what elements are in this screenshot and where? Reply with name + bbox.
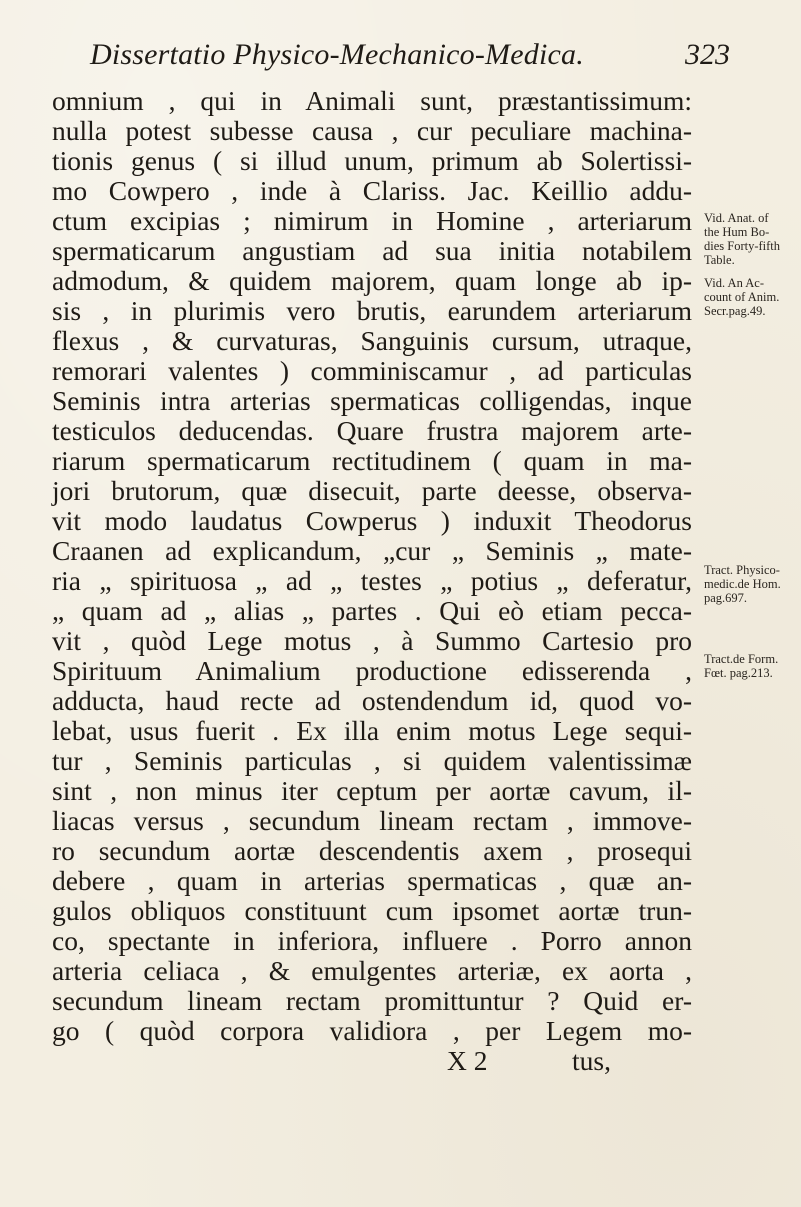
main-text-block (52, 86, 692, 1076)
margin-note-line: medic.de Hom. (704, 577, 781, 591)
text-line: tionis genus ( si illud unum, primum ab Solertissi- (52, 145, 692, 176)
margin-note-line: dies Forty-fifth (704, 239, 781, 253)
text-line: omnium , qui in Animali sunt, præstantissimum: (52, 85, 692, 116)
text-line: „ quam ad „ alias „ partes . Qui eò etiam pecca- (52, 595, 692, 626)
text-line: testiculos deducendas. Quare frustra majorem arte- (52, 415, 692, 446)
margin-note-line: Secr.pag.49. (704, 304, 766, 318)
text-line: arteria celiaca , & emulgentes arteriæ, ex aorta , (52, 955, 692, 986)
text-line: lebat, usus fuerit . Ex illa enim motus Lege sequi- (52, 715, 692, 746)
text-line: secundum lineam rectam promittuntur ? Quid er- (52, 985, 692, 1016)
text-line: debere , quam in arterias spermaticas , quæ an- (52, 865, 692, 896)
margin-note-line: Table. (704, 253, 735, 267)
text-line: ro secundum aortæ descendentis axem , prosequi (52, 835, 692, 866)
text-line: riarum spermaticarum rectitudinem ( quam in ma- (52, 445, 692, 476)
text-line: nulla potest subesse causa , cur peculiare machina- (52, 115, 692, 146)
text-line: ria „ spirituosa „ ad „ testes „ potius „ deferatur, (52, 565, 692, 596)
text-line: co, spectante in inferiora, influere . Porro annon (52, 925, 692, 956)
margin-note-line: Vid. Anat. of (704, 211, 769, 225)
margin-note-cartesius (704, 652, 801, 680)
margin-note-cowper (704, 276, 801, 318)
footer-line (52, 1046, 692, 1076)
margin-note-line: Tract. Physico- (704, 563, 780, 577)
running-head (90, 38, 730, 78)
text-line: Craanen ad explicandum, „cur „ Seminis „ mate- (52, 535, 692, 566)
text-line: go ( quòd corpora validiora , per Legem mo- (52, 1015, 692, 1046)
text-line: vit modo laudatus Cowperus ) induxit Theodorus (52, 505, 692, 536)
signature-mark: X 2 (447, 1045, 488, 1076)
page-number: 323 (685, 38, 730, 71)
text-line: adducta, haud recte ad ostendendum id, quod vo- (52, 685, 692, 716)
margin-note-keill (704, 211, 801, 267)
text-line: liacas versus , secundum lineam rectam , immove- (52, 805, 692, 836)
running-title: Dissertatio Physico-Mechanico-Medica. (90, 38, 584, 71)
text-line: gulos obliquos constituunt cum ipsomet aortæ trun- (52, 895, 692, 926)
text-line: jori brutorum, quæ disecuit, parte deesse, observa- (52, 475, 692, 506)
margin-note-line: Vid. An Ac- (704, 276, 765, 290)
margin-note-line: Fœt. pag.213. (704, 666, 773, 680)
margin-note-line: Tract.de Form. (704, 652, 779, 666)
text-line: sis , in plurimis vero brutis, earundem arteriarum (52, 295, 692, 326)
catchword: tus, (572, 1045, 611, 1076)
text-line: spermaticarum angustiam ad sua initia notabilem (52, 235, 692, 266)
text-line: admodum, & quidem majorem, quam longe ab ip- (52, 265, 692, 296)
margin-note-line: the Hum Bo- (704, 225, 770, 239)
text-line: ctum excipias ; nimirum in Homine , arteriarum (52, 205, 692, 236)
text-line: vit , quòd Lege motus , à Summo Cartesio pro (52, 625, 692, 656)
text-line: Seminis intra arterias spermaticas colligendas, inque (52, 385, 692, 416)
text-line: Spirituum Animalium productione edisserenda , (52, 655, 692, 686)
margin-note-line: count of Anim. (704, 290, 780, 304)
text-line: tur , Seminis particulas , si quidem valentissimæ (52, 745, 692, 776)
text-line: flexus , & curvaturas, Sanguinis cursum, utraque, (52, 325, 692, 356)
text-line: sint , non minus iter ceptum per aortæ cavum, il- (52, 775, 692, 806)
margin-note-craanen (704, 563, 801, 605)
text-line: mo Cowpero , inde à Clariss. Jac. Keillio addu- (52, 175, 692, 206)
margin-note-line: pag.697. (704, 591, 748, 605)
text-line: remorari valentes ) comminiscamur , ad particulas (52, 355, 692, 386)
